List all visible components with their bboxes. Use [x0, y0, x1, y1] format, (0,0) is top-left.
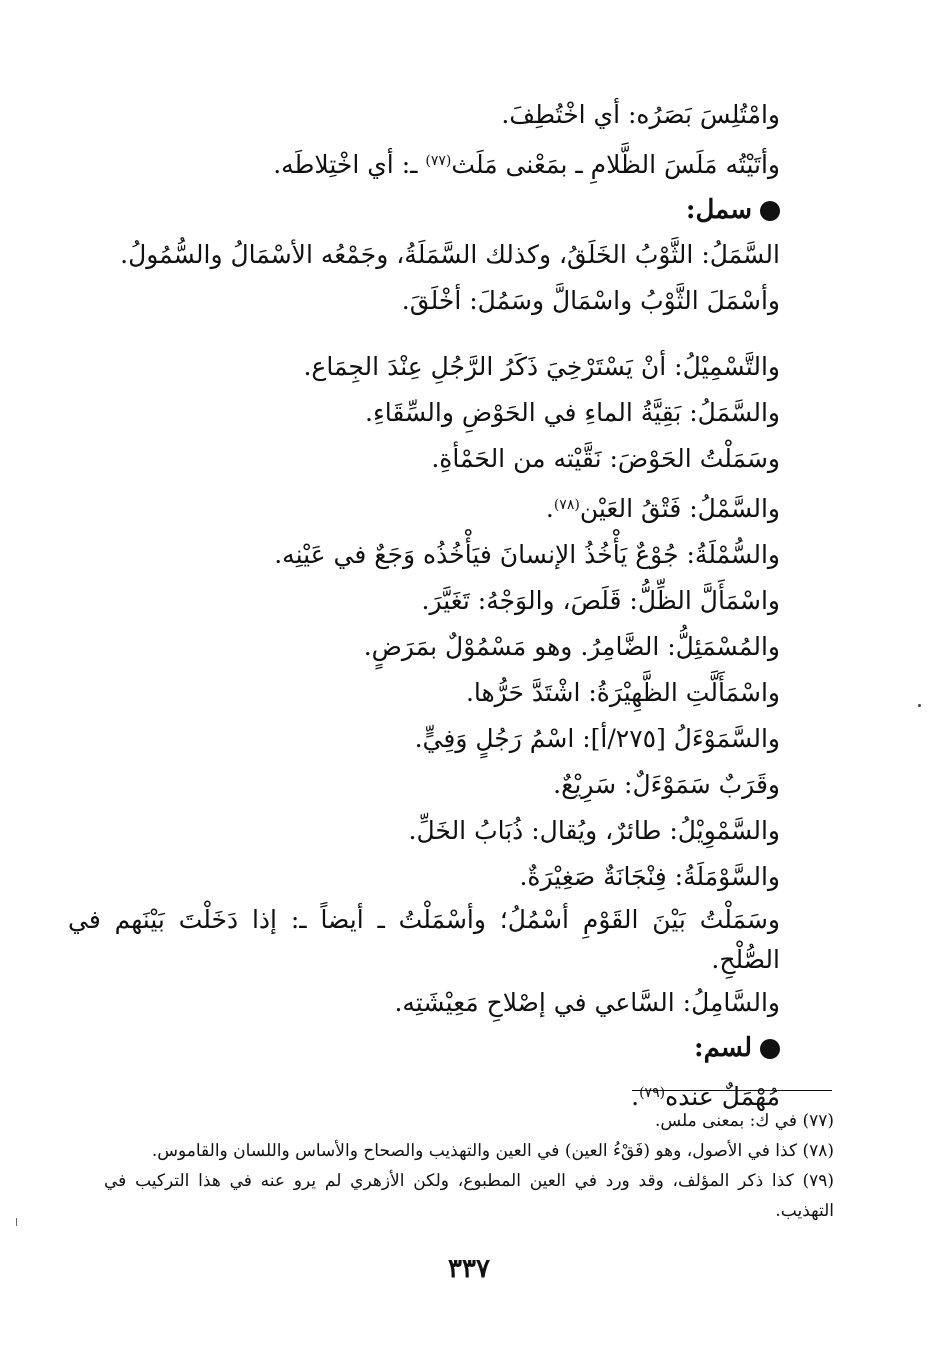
entry-line: والسَّمَلُ: بَقِيَّةُ الماءِ في الحَوْضِ والسِّقَاءِ.: [365, 398, 780, 427]
footnote-ref[interactable]: (٧٨): [553, 497, 580, 513]
bullet-icon: [760, 1039, 780, 1059]
footnote: (٧٨) كذا في الأصول، وهو (فَقْءُ العين) في العين والتهذيب والصحاح والأساس واللسان والقاموس.: [151, 1141, 834, 1161]
entry-line: والسَّمَوْءَلُ [٢٧٥/أ]: اسْمُ رَجُلٍ وَفِيٍّ.: [414, 724, 780, 753]
footnote-ref[interactable]: (٧٩): [639, 1085, 666, 1101]
footnote: (٧٩) كذا ذكر المؤلف، وقد ورد في العين المطبوع، ولكن الأزهري لم يرو عنه في هذا التركيب في التهذيب.: [104, 1171, 834, 1221]
scan-speck: [918, 704, 921, 707]
page-number: ٣٣٧: [448, 1254, 490, 1284]
footnotes: [104, 1106, 834, 1226]
footnote-separator: [632, 1090, 832, 1091]
entry-line: مُهْمَلٌ عنده$^{(٧٩)}$.: [631, 1082, 780, 1111]
section-heading: سمل:: [68, 188, 780, 232]
entry-line: وأسْمَلَ الثَّوْبُ واسْمَالَّ وسَمُلَ: أخْلَقَ.: [401, 286, 780, 315]
entry-line: والسَّمْوِيْلُ: طائرٌ، ويُقال: ذُبَابُ الخَلِّ.: [408, 816, 780, 845]
footnote: (٧٧) في ك: بمعنى ملس.: [654, 1111, 834, 1131]
entry-line: والسُّمْلَةُ: جُوْعٌ يَأْخُذُ الإنسانَ فيَأْخُذُه وَجَعٌ في عَيْنِه.: [274, 540, 780, 569]
entry-line: وسَمَلْتُ الحَوْضَ: نَقَّيْته من الحَمْأةِ.: [431, 444, 780, 473]
entry-line: واسْمَأَلَّتِ الظَّهِيْرَةُ: اشْتَدَّ حَرُّها.: [465, 678, 780, 707]
entry-line: وامْتُلِسَ بَصَرُه: أي اخْتُطِفَ.: [501, 100, 780, 129]
entry-line: وقَرَبٌ سَمَوْءَلٌ: سَرِيْعٌ.: [553, 770, 780, 799]
section-heading: لسم:: [68, 1026, 780, 1070]
bullet-icon: [760, 201, 780, 221]
entry-line: واسْمَأَلَّ الظِّلُّ: قَلَصَ، والوَجْهُ: تَغَيَّرَ.: [421, 586, 780, 615]
entry-line: والمُسْمَئِلُّ: الضَّامِرُ. وهو مَسْمُوْلٌ بمَرَضٍ.: [363, 632, 780, 661]
body-text: [68, 92, 780, 1120]
entry-line: والسَّوْمَلَةُ: فِنْجَانَةٌ صَغِيْرَةٌ.: [519, 862, 780, 891]
entry-line: وأتَيْتُه مَلَسَ الظَّلامِ ـ بمَعْنى مَلَث$^{(٧٧)}$ ـ: أي اخْتِلاطَه.: [273, 150, 780, 179]
entry-line: والتَّسْمِيْلُ: أنْ يَسْتَرْخِيَ ذَكَرُ الرَّجُلِ عِنْدَ الجِمَاع.: [303, 352, 780, 381]
entry-line: السَّمَلُ: الثَّوْبُ الخَلَقُ، وكذلك السَّمَلَةُ، وجَمْعُه الأسْمَالُ والسُّمُولُ.: [120, 240, 780, 269]
footnote-ref[interactable]: (٧٧): [425, 153, 452, 169]
entry-line: والسَّامِلُ: السَّاعي في إصْلاحِ مَعِيْشَتِه.: [394, 988, 780, 1017]
entry-paragraph: وسَمَلْتُ بَيْنَ القَوْمِ أسْمُلُ؛ وأسْمَلْتُ ـ أيضاً ـ: إذا دَخَلْتَ بَيْنَهم في الصُّلْحِ.: [68, 905, 780, 974]
scan-mark: [16, 1218, 17, 1226]
entry-line: والسَّمْلُ: فَتْقُ العَيْن$^{(٧٨)}$.: [545, 494, 780, 523]
